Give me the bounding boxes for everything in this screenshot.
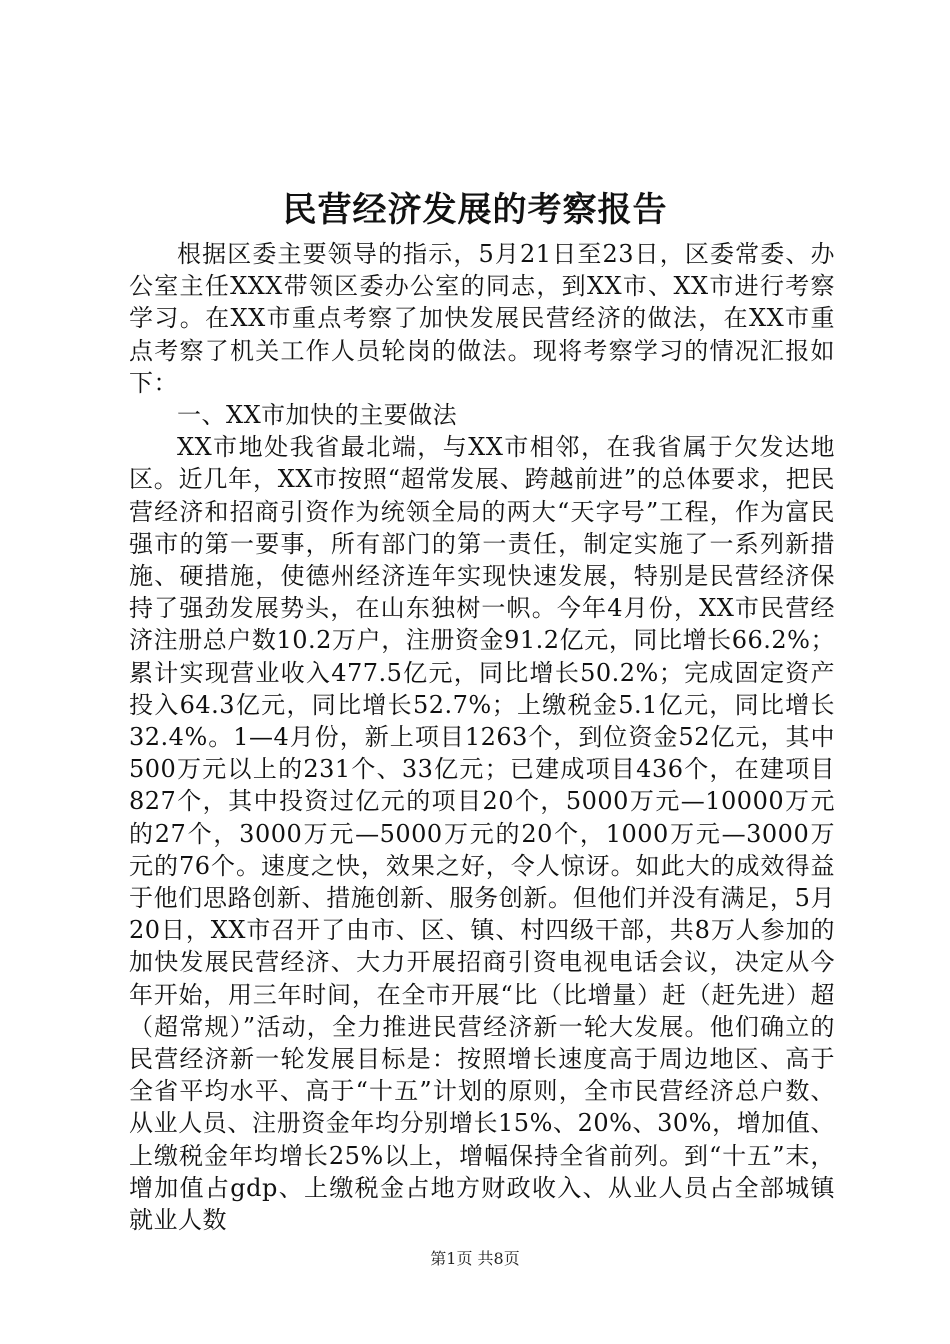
document-body [129,238,835,1236]
section-heading: 一、XX市加快的主要做法 [177,401,458,430]
paragraph-main: XX市地处我省最北端，与XX市相邻，在我省属于欠发达地区。近几年，XX市按照“超常发展、跨越前进”的总体要求，把民营经济和招商引资作为统领全局的两大“天字号”工程，作为富民强市的第一要事，所有部门的第一责任，制定实施了一系列新措施、硬措施，使德州经济连年实现快速发展，特别是民营经济保持了强劲发展势头，在山东独树一帜。今年4月份，XX市民营经济注册总户数10.2万户，注册资金91.2亿元，同比增长66.2%；累计实现营业收入477.5亿元，同比增长50.2%；完成固定资产投入64.3亿元，同比增长52.7%；上缴税金5.1亿元，同比增长32.4%。1—4月份，新上项目1263个，到位资金52亿元，其中500万元以上的231个、33亿元；已建成项目436个，在建项目827个，其中投资过亿元的项目20个，5000万元—10000万元的27个，3000万元—5000万元的20个，1000万元—3000万元的76个。速度之快，效果之好，令人惊讶。如此大的成效得益于他们思路创新、措施创新、服务创新。但他们并没有满足，5月20日，XX市召开了由市、区、镇、村四级干部，共8万人参加的加快发展民营经济、大力开展招商引资电视电话会议，决定从今年开始，用三年时间，在全市开展“比（比增量）赶（赶先进）超（超常规）”活动，全力推进民营经济新一轮大发展。他们确立的民营经济新一轮发展目标是：按照增长速度高于周边地区、高于全省平均水平、高于“十五”计划的原则，全市民营经济总户数、从业人员、注册资金年均分别增长15%、20%、30%，增加值、上缴税金年均增长25%以上，增幅保持全省前列。到“十五”末，增加值占gdp、上缴税金占地方财政收入、从业人员占全部城镇就业人数 [129,433,835,1235]
paragraph-intro: 根据区委主要领导的指示，5月21日至23日，区委常委、办公室主任XXX带领区委办公室的同志，到XX市、XX市进行考察学习。在XX市重点考察了加快发展民营经济的做法，在XX市重点考察了机关工作人员轮岗的做法。现将考察学习的情况汇报如下： [129,240,835,397]
page-number-footer: 第1页 共8页 [430,1249,520,1268]
document-title: 民营经济发展的考察报告 [282,190,668,230]
